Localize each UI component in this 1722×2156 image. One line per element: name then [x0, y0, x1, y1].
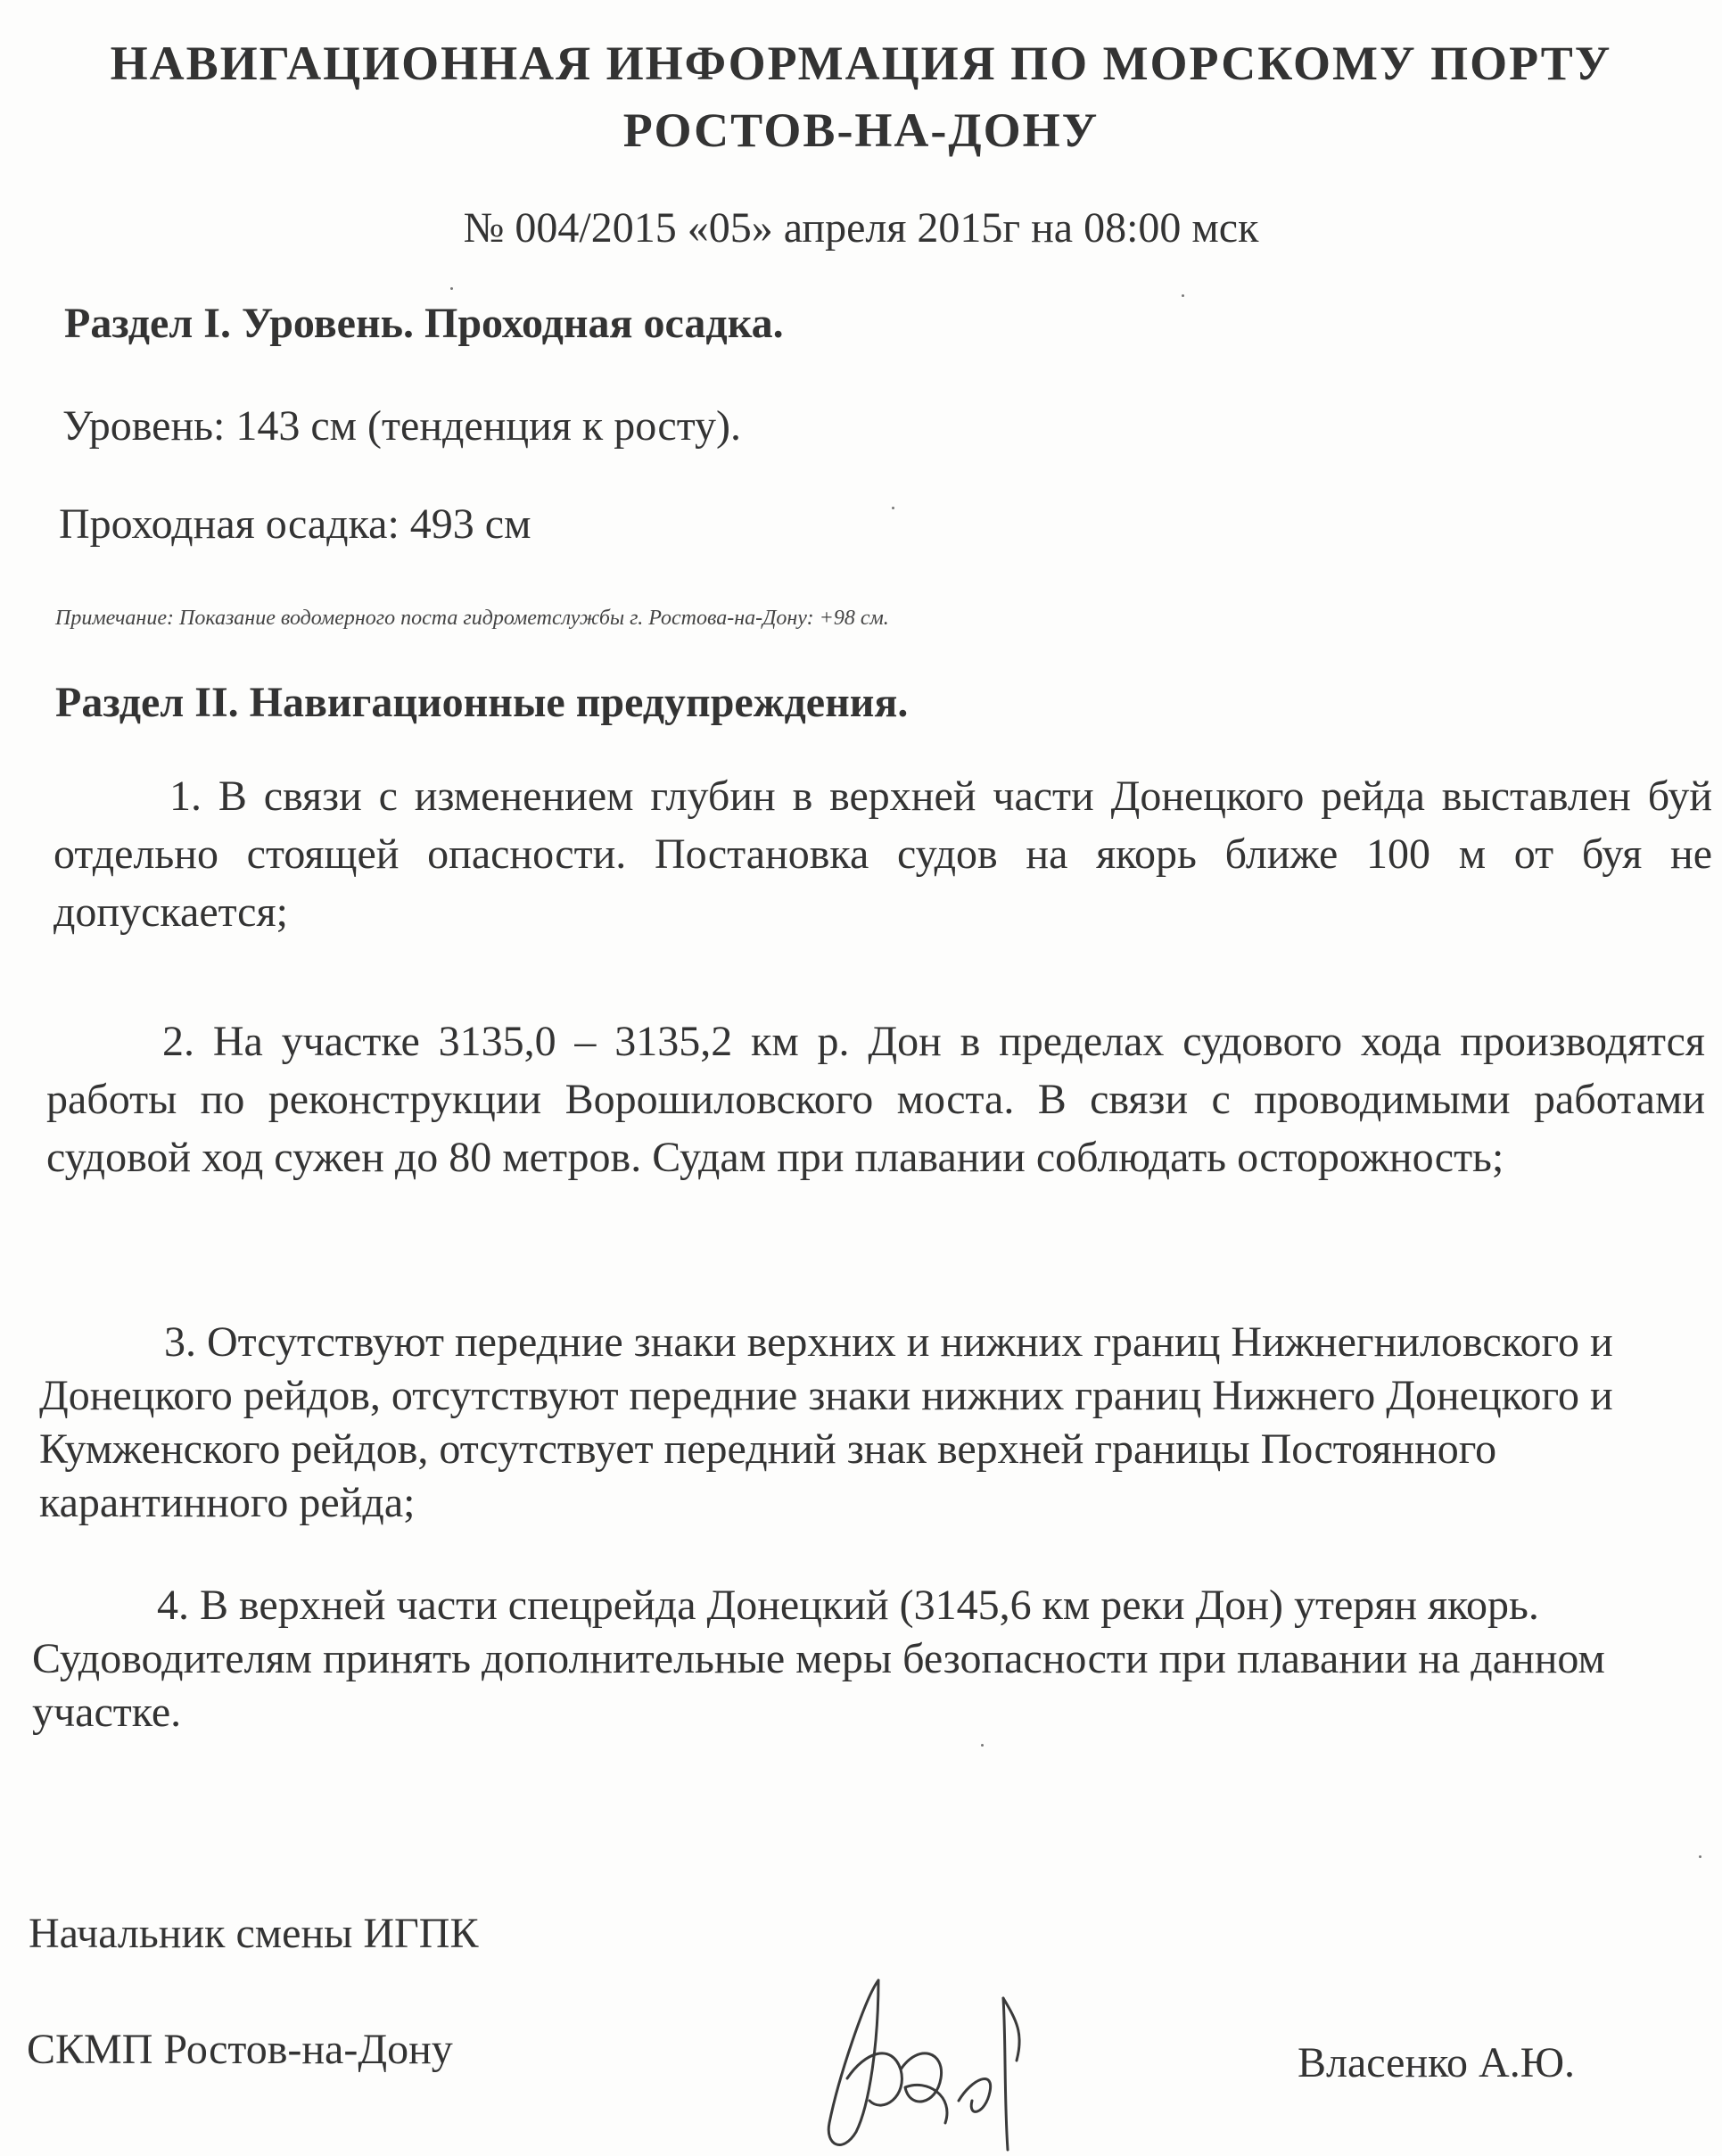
handwritten-signature	[794, 1945, 1079, 2156]
scan-speck	[981, 1744, 984, 1747]
signatory-organization: СКМП Ростов-на-Дону	[27, 2026, 453, 2073]
gauge-note: Примечание: Показание водомерного поста гидрометслужбы г. Ростова-на-Дону: +98 см.	[55, 607, 889, 630]
warning-item-1: 1. В связи с изменением глубин в верхней части Донецкого рейда выставлен буй отдельно стоящей опасности. Постановка судов на якорь ближе 100 м от буя не допускается;	[54, 772, 1712, 936]
section1-heading: Раздел I. Уровень. Проходная осадка.	[64, 300, 784, 347]
warning-item-3: 3. Отсутствуют передние знаки верхних и нижних границ Нижнегниловского и Донецкого рейдов, отсутствуют передние знаки нижних границ Нижнего Донецкого и Кумженского рейдов, отсутствует передний знак верхней границы Постоянного карантинного рейда;	[39, 1318, 1613, 1526]
signatory-name: Власенко А.Ю.	[1298, 2039, 1576, 2086]
signatory-position: Начальник смены ИГПК	[29, 1910, 479, 1957]
document-title-line1: НАВИГАЦИОННАЯ ИНФОРМАЦИЯ ПО МОРСКОМУ ПОРТУ	[110, 37, 1612, 90]
scan-speck	[892, 507, 894, 509]
document-title-line2: РОСТОВ-НА-ДОНУ	[622, 103, 1100, 157]
document-number-date: № 004/2015 «05» апреля 2015г на 08:00 мск	[463, 204, 1259, 252]
draft-line: Проходная осадка: 493 см	[59, 500, 531, 548]
warning-item-2: 2. На участке 3135,0 – 3135,2 км р. Дон в пределах судового хода производятся работы по реконструкции Ворошиловского моста. В связи с проводимыми работами судовой ход сужен до 80 метров. Судам при плавании соблюдать осторожность;	[46, 1018, 1705, 1181]
scan-speck	[1182, 294, 1184, 297]
water-level-line: Уровень: 143 см (тенденция к росту).	[62, 402, 742, 450]
warning-item-4: 4. В верхней части спецрейда Донецкий (3145,6 км реки Дон) утерян якорь. Судоводителям принять дополнительные меры безопасности при плавании на данном участке.	[32, 1582, 1605, 1736]
scan-speck	[1699, 1855, 1701, 1858]
scan-speck	[450, 287, 453, 290]
section2-heading: Раздел II. Навигационные предупреждения.	[55, 679, 909, 726]
